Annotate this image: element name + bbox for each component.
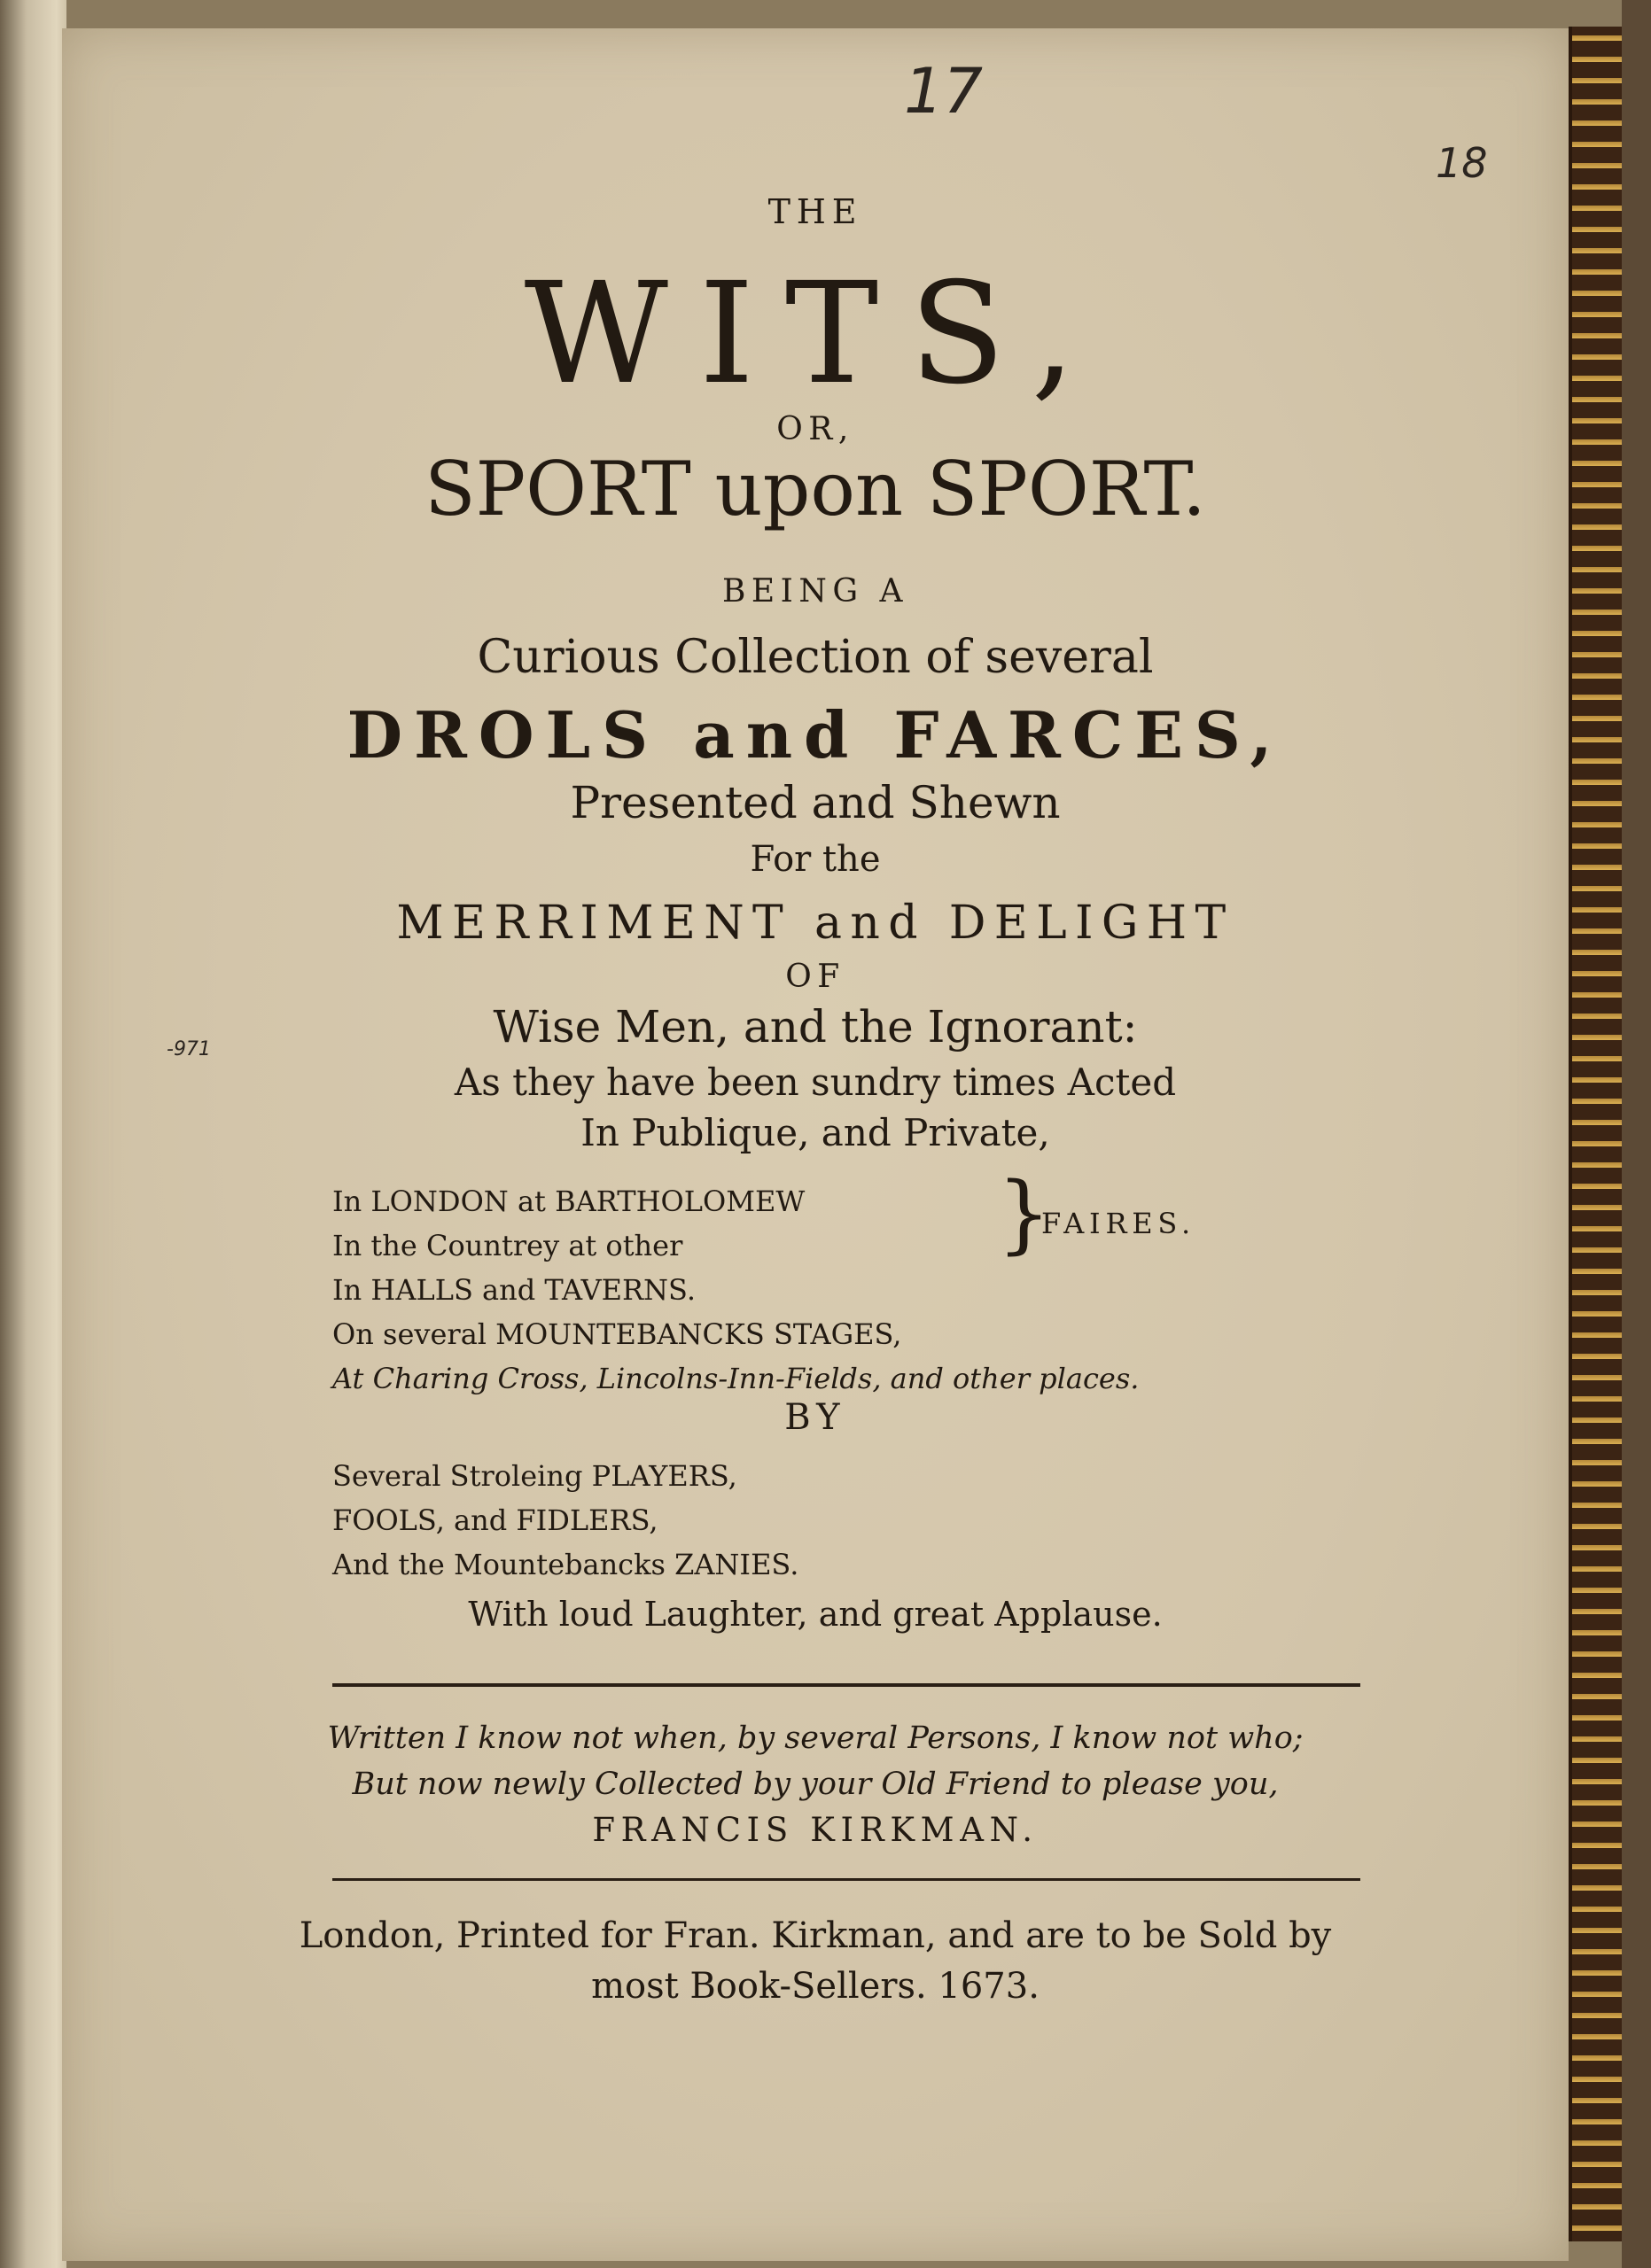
binding-edge xyxy=(1622,0,1651,2268)
by-line: BY xyxy=(784,1397,846,1438)
title-line-wise-men: Wise Men, and the Ignorant: xyxy=(493,1001,1138,1052)
place-london: In LONDON at BARTHOLOMEW xyxy=(332,1184,806,1218)
place-faires: FAIRES. xyxy=(1041,1207,1195,1240)
authorship-line-2: But now newly Collected by your Old Friend to please you, xyxy=(352,1767,1279,1802)
brace-glyph: } xyxy=(997,1164,1052,1263)
title-wits: WITS, xyxy=(524,252,1107,416)
title-line-drols: DROLS and FARCES, xyxy=(347,697,1284,773)
title-or: OR, xyxy=(776,411,854,447)
handwritten-number: 18 xyxy=(1436,139,1488,187)
title-the: THE xyxy=(767,192,863,231)
players-line: Several Stroleing PLAYERS, xyxy=(332,1459,737,1493)
place-charing: At Charing Cross, Lincolns-Inn-Fields, and other places. xyxy=(332,1362,1140,1395)
title-subtitle: SPORT upon SPORT. xyxy=(424,446,1206,532)
place-halls: In HALLS and TAVERNS. xyxy=(332,1273,696,1307)
left-board-edge xyxy=(0,0,66,2268)
title-page-text xyxy=(62,28,1569,2261)
title-line-presented: Presented and Shewn xyxy=(570,777,1061,828)
title-line-for-the: For the xyxy=(750,839,881,880)
laughter-line: With loud Laughter, and great Applause. xyxy=(468,1595,1163,1634)
title-line-acted: As they have been sundry times Acted xyxy=(454,1060,1177,1104)
title-line-merriment: MERRIMENT and DELIGHT xyxy=(396,897,1234,950)
zanies-line: And the Mountebancks ZANIES. xyxy=(332,1548,799,1581)
handwritten-margin-mark: -971 xyxy=(167,1038,211,1060)
title-line-of: OF xyxy=(785,959,845,995)
title-being: BEING A xyxy=(721,573,908,610)
title-line-publique: In Publique, and Private, xyxy=(580,1111,1050,1154)
fools-line: FOOLS, and FIDLERS, xyxy=(332,1503,658,1537)
place-mountebancks: On several MOUNTEBANCKS STAGES, xyxy=(332,1317,902,1351)
top-rule xyxy=(332,1683,1360,1687)
imprint-line-2: most Book-Sellers. 1673. xyxy=(591,1966,1040,2007)
author-name: FRANCIS KIRKMAN. xyxy=(592,1811,1039,1849)
place-countrey: In the Countrey at other xyxy=(332,1229,683,1262)
handwritten-folio: 17 xyxy=(904,55,984,128)
title-line-curious: Curious Collection of several xyxy=(477,631,1154,684)
gilt-spine xyxy=(1569,27,1625,2241)
authorship-line-1: Written I know not when, by several Persons, I know not who; xyxy=(327,1720,1304,1756)
bottom-rule xyxy=(332,1878,1360,1881)
imprint-line-1: London, Printed for Fran. Kirkman, and are to be Sold by xyxy=(299,1915,1332,1956)
